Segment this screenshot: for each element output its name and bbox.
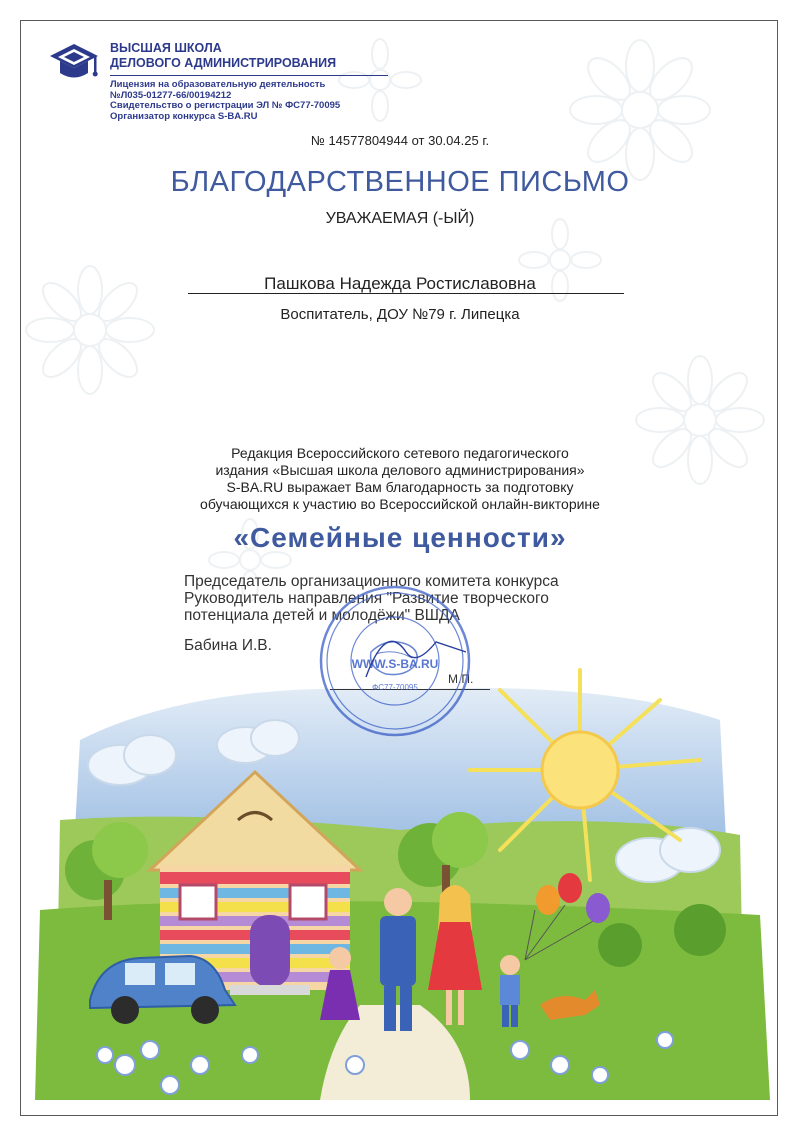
signer-title-line: потенциала детей и молодёжи" ВШДА — [184, 607, 460, 624]
org-name-line1: ВЫСШАЯ ШКОЛА — [110, 41, 222, 55]
signer-title-line: Руководитель направления "Развитие творческого — [184, 590, 549, 607]
organizer-text: Организатор конкурса S-BA.RU — [110, 110, 258, 122]
stamp-site-text: WWW.S-BA.RU — [351, 657, 439, 671]
recipient-position: Воспитатель, ДОУ №79 г. Липецка — [280, 306, 520, 323]
graduation-cap-icon — [48, 40, 100, 84]
body-line: обучающихся к участию во Всероссийской онлайн-викторине — [200, 496, 600, 512]
seal-place-label: М.П. — [448, 672, 474, 686]
salutation: УВАЖАЕМАЯ (-ЫЙ) — [325, 210, 475, 227]
stamp-reg-text: ФС77-70095 — [372, 683, 418, 692]
license-number: №Л035-01277-66/00194212 — [110, 89, 232, 101]
official-stamp — [316, 582, 474, 740]
body-line: издания «Высшая школа делового администрирования» — [215, 462, 585, 478]
license-text: Лицензия на образовательную деятельность — [110, 79, 326, 90]
registration-text: Свидетельство о регистрации ЭЛ № ФС77-70095 — [110, 100, 341, 111]
body-line: Редакция Всероссийского сетевого педагогического — [231, 445, 569, 461]
document-number: № 14577804944 от 30.04.25 г. — [310, 133, 490, 148]
body-line: S-BA.RU выражает Вам благодарность за подготовку — [226, 479, 574, 495]
contest-name: «Семейные ценности» — [233, 522, 567, 553]
recipient-name: Пашкова Надежда Ростиславовна — [264, 274, 536, 293]
logo-divider — [110, 75, 388, 76]
document-title: БЛАГОДАРСТВЕННОЕ ПИСЬМО — [170, 166, 630, 198]
recipient-underline — [188, 293, 624, 294]
signer-name: Бабина И.В. — [184, 637, 272, 654]
letter-body — [0, 445, 800, 513]
signer-title-line: Председатель организационного комитета конкурса — [184, 573, 559, 590]
org-name-line2: ДЕЛОВОГО АДМИНИСТРИРОВАНИЯ — [110, 56, 337, 70]
